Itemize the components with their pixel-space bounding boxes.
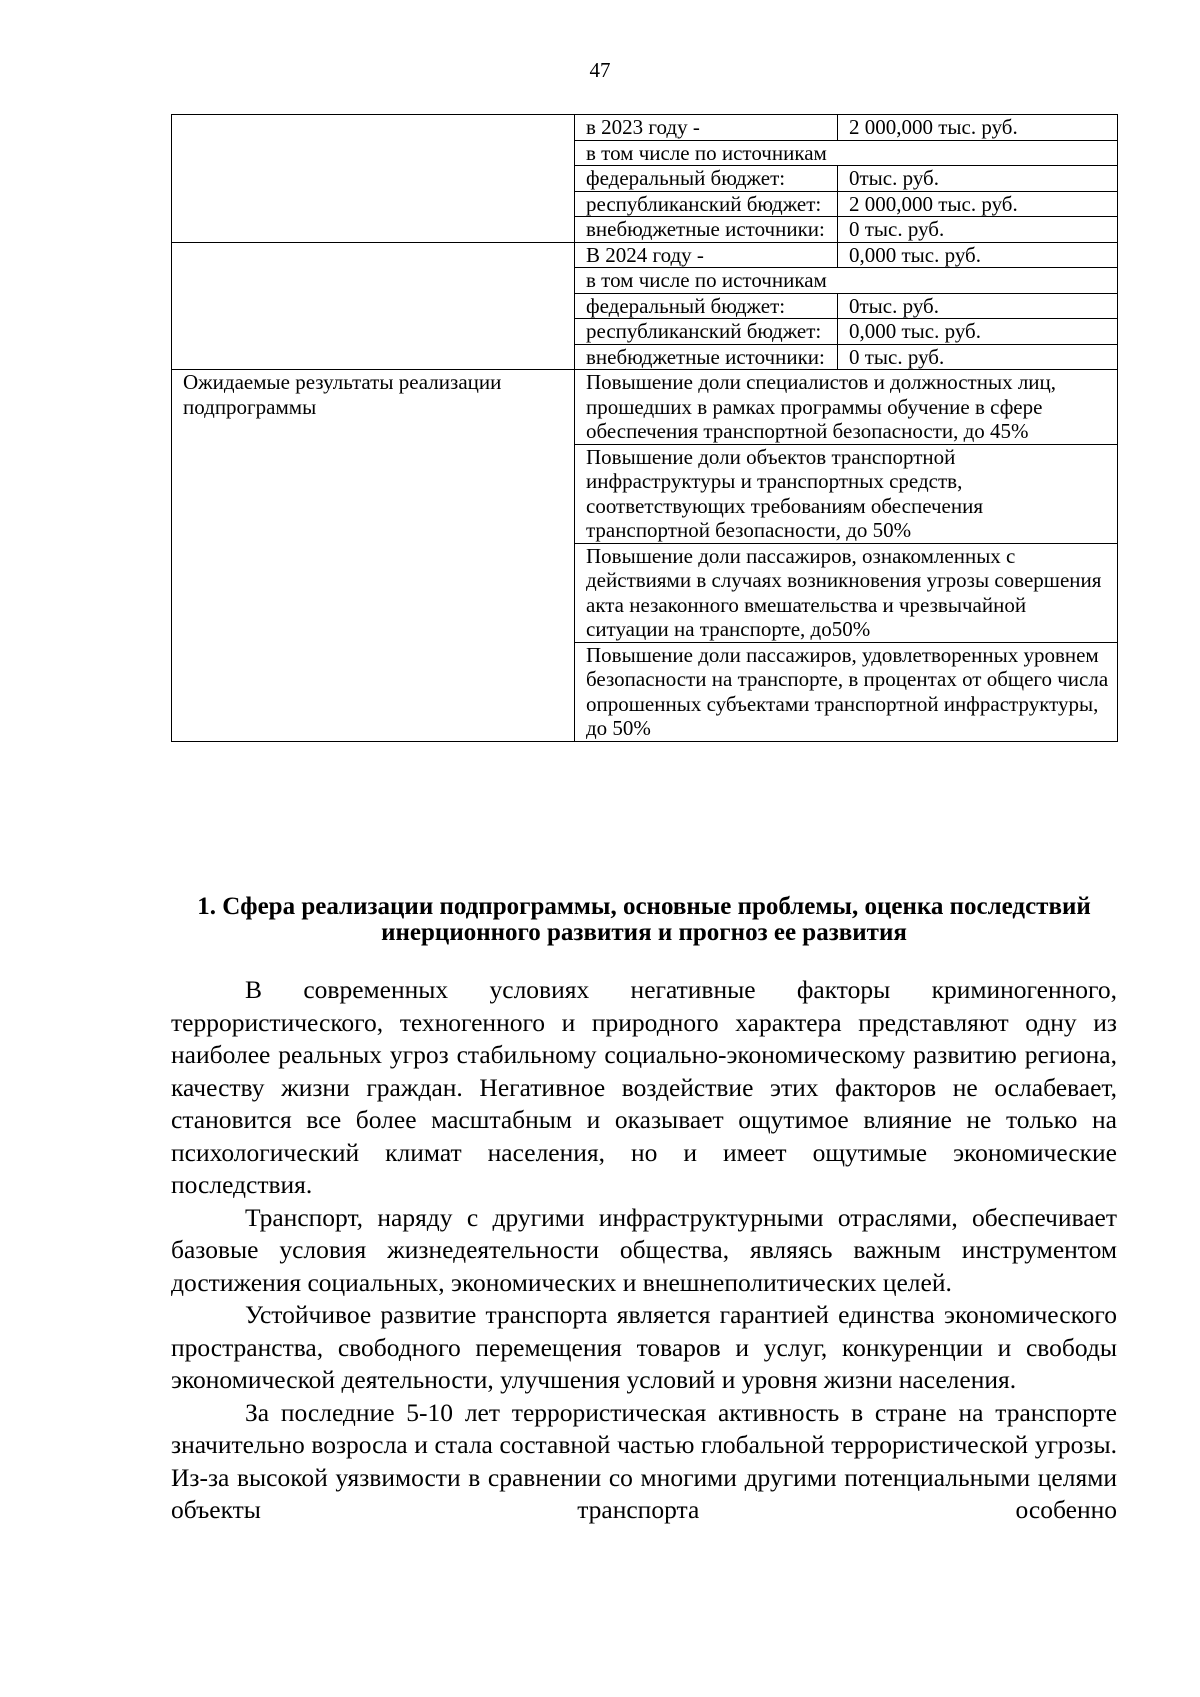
table-row (172, 115, 1118, 141)
paragraph: Транспорт, наряду с другими инфраструктурными отраслями, обеспечивает базовые условия жизнедеятельности общества, являясь важным инструментом достижения социальных, экономических и внешнеполитических целей. (171, 1202, 1117, 1297)
source-label: внебюджетные источники: (575, 344, 838, 370)
section-heading: 1. Сфера реализации подпрограммы, основные проблемы, оценка последствий инерционного развития и прогноз ее развития (197, 893, 1091, 946)
year-label: В 2024 году - (575, 242, 838, 268)
source-label: республиканский бюджет: (575, 319, 838, 345)
source-value: 2 000,000 тыс. руб. (838, 191, 1118, 217)
year-label: в 2023 году - (575, 115, 838, 141)
expected-result: Повышение доли пассажиров, удовлетворенных уровнем безопасности на транспорте, в процентах от общего числа опрошенных субъектами транспортной инфраструктуры, до 50% (575, 642, 1118, 741)
expected-result: Повышение доли пассажиров, ознакомленных с действиями в случаях возникновения угрозы совершения акта незаконного вмешательства и чрезвычайной ситуации на транспорте, до50% (575, 543, 1118, 642)
paragraph: В современных условиях негативные факторы криминогенного, террористического, техногенного и природного характера представляют одну из наиболее реальных угроз стабильному социально-экономическому развитию региона, качеству жизни граждан. Негативное воздействие этих факторов не ослабевает, становится все более масштабным и оказывает ощутимое влияние не только на психологический климат населения, но и имеет ощутимые экономические последствия. (171, 975, 1117, 1199)
empty-label-cell (172, 242, 575, 370)
source-value: 0 тыс. руб. (838, 217, 1118, 243)
source-value: 0,000 тыс. руб. (838, 319, 1118, 345)
expected-results-label: Ожидаемые результаты реализации подпрограммы (172, 370, 575, 742)
expected-result: Повышение доли объектов транспортной инфраструктуры и транспортных средств, соответствующих требованиям обеспечения транспортной безопасности, до 50% (575, 444, 1118, 543)
empty-label-cell (172, 115, 575, 243)
year-total-value: 2 000,000 тыс. руб. (838, 115, 1118, 141)
source-label: республиканский бюджет: (575, 191, 838, 217)
table-row (172, 370, 1118, 445)
paragraph: За последние 5-10 лет террористическая активность в стране на транспорте значительно возросла и стала составной частью глобальной террористической угрозы. Из-за высокой уязвимости в сравнении со многими другими потенциальными целями объекты транспорта особенно (171, 1397, 1117, 1524)
source-value: 0тыс. руб. (838, 166, 1118, 192)
source-value: 0 тыс. руб. (838, 344, 1118, 370)
sources-caption: в том числе по источникам (575, 268, 1118, 294)
source-label: внебюджетные источники: (575, 217, 838, 243)
source-label: федеральный бюджет: (575, 293, 838, 319)
source-value: 0тыс. руб. (838, 293, 1118, 319)
year-total-value: 0,000 тыс. руб. (838, 242, 1118, 268)
sources-caption: в том числе по источникам (575, 140, 1118, 166)
source-label: федеральный бюджет: (575, 166, 838, 192)
table-row (172, 242, 1118, 268)
body-text (171, 974, 1117, 1527)
paragraph: Устойчивое развитие транспорта является гарантией единства экономического пространства, свободного перемещения товаров и услуг, конкуренции и свободы экономической деятельности, улучшения условий и уровня жизни населения. (171, 1300, 1117, 1394)
budget-table (171, 114, 1118, 742)
page-number: 47 (589, 58, 611, 82)
expected-result: Повышение доли специалистов и должностных лиц, прошедших в рамках программы обучение в сфере обеспечения транспортной безопасности, до 45% (575, 370, 1118, 445)
